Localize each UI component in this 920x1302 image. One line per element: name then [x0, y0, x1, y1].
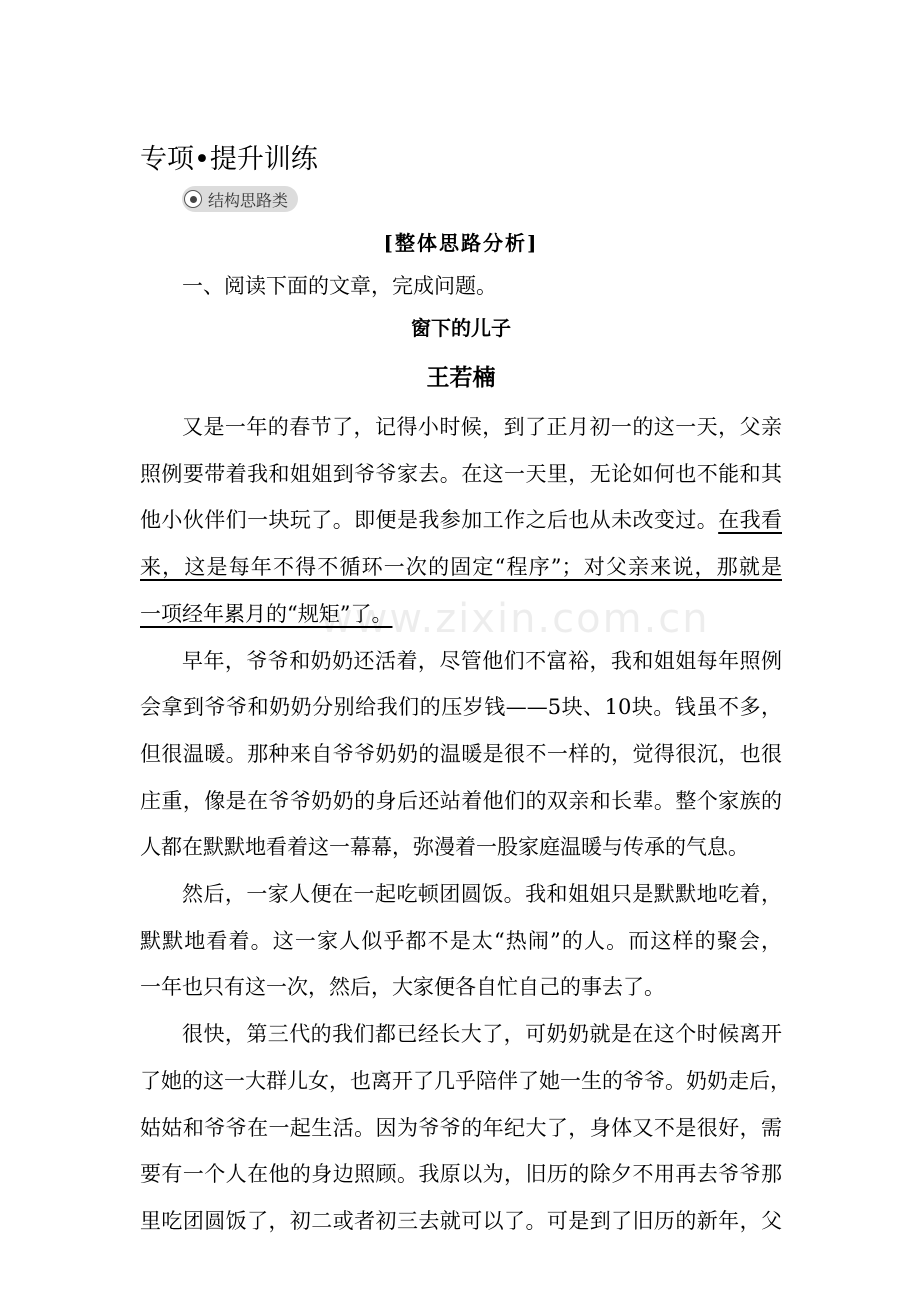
text-line — [140, 1151, 782, 1197]
text-line — [140, 544, 782, 590]
page-heading: 专项•提升训练 — [140, 144, 318, 175]
underlined-text: 在我看 — [718, 508, 782, 533]
text-segment: 默默地看着。这一家人似乎都不是太“热闹”的人。而这样的聚会， — [140, 928, 782, 953]
text-segment: 了她的这一大群儿女，也离开了几乎陪伴了她一生的爷爷。奶奶走后， — [140, 1068, 791, 1093]
text-segment: 会拿到爷爷和奶奶分别给我们的压岁钱——5块、10块。钱虽不多， — [140, 695, 782, 720]
text-line — [140, 778, 782, 824]
text-line — [140, 404, 782, 450]
text-line — [140, 1011, 782, 1057]
text-segment: 照例要带着我和姐姐到爷爷家去。在这一天里，无论如何也不能和其 — [140, 461, 782, 486]
text-segment: 庄重，像是在爷爷奶奶的身后还站着他们的双亲和长辈。整个家族的 — [140, 788, 782, 813]
text-line — [140, 497, 782, 543]
text-segment: 里吃团圆饭了，初二或者初三去就可以了。可是到了旧历的新年，父 — [140, 1208, 782, 1233]
section-title: [整体思路分析] — [383, 231, 539, 255]
text-segment: 很快，第三代的我们都已经长大了，可奶奶就是在这个时候离开 — [182, 1022, 782, 1047]
text-segment: 又是一年的春节了，记得小时候，到了正月初一的这一天，父亲 — [182, 415, 782, 439]
category-tag — [182, 186, 298, 212]
text-segment: 姑姑和爷爷在一起生活。因为爷爷的年纪大了，身体又不是很好，需 — [140, 1115, 782, 1140]
text-line — [140, 1058, 791, 1104]
text-segment: 人都在默默地看着这一幕幕，弥漫着一股家庭温暖与传承的气息。 — [140, 835, 749, 860]
watermark: www.zixin.com.cn — [320, 596, 710, 642]
text-line — [140, 684, 782, 730]
text-line — [140, 451, 782, 497]
target-circle-icon — [184, 190, 202, 208]
text-line — [140, 638, 782, 684]
text-segment: 一年也只有这一次，然后，大家便各自忙自己的事去了。 — [140, 975, 665, 1000]
text-segment: 但很温暖。那种来自爷爷奶奶的温暖是很不一样的，觉得很沉，也很 — [140, 741, 782, 766]
underlined-text: 一项经年累月的“规矩”了。 — [140, 601, 393, 626]
text-line — [140, 1198, 782, 1244]
text-segment: 然后，一家人便在一起吃顿团圆饭。我和姐姐只是默默地吃着， — [182, 882, 782, 906]
text-line — [140, 918, 782, 964]
question-prompt: 一、阅读下面的文章，完成问题。 — [182, 274, 497, 298]
text-line — [140, 824, 782, 870]
text-line — [140, 731, 782, 777]
text-segment: 他小伙伴们一块玩了。即便是我参加工作之后也从未改变过。 — [140, 508, 719, 533]
text-line — [140, 964, 782, 1010]
text-segment: 早年，爷爷和奶奶还活着，尽管他们不富裕，我和姐姐每年照例 — [182, 648, 782, 673]
text-line — [140, 871, 782, 917]
text-line — [140, 1105, 782, 1151]
article-title: 窗下的儿子 — [411, 316, 511, 340]
text-segment: 要有一个人在他的身边照顾。我原以为，旧历的除夕不用再去爷爷那 — [140, 1162, 782, 1187]
article-author: 王若楠 — [426, 365, 496, 391]
underlined-text: 来，这是每年不得不循环一次的固定“程序”；对父亲来说，那就是 — [140, 555, 782, 580]
category-tag-label: 结构思路类 — [208, 190, 289, 210]
